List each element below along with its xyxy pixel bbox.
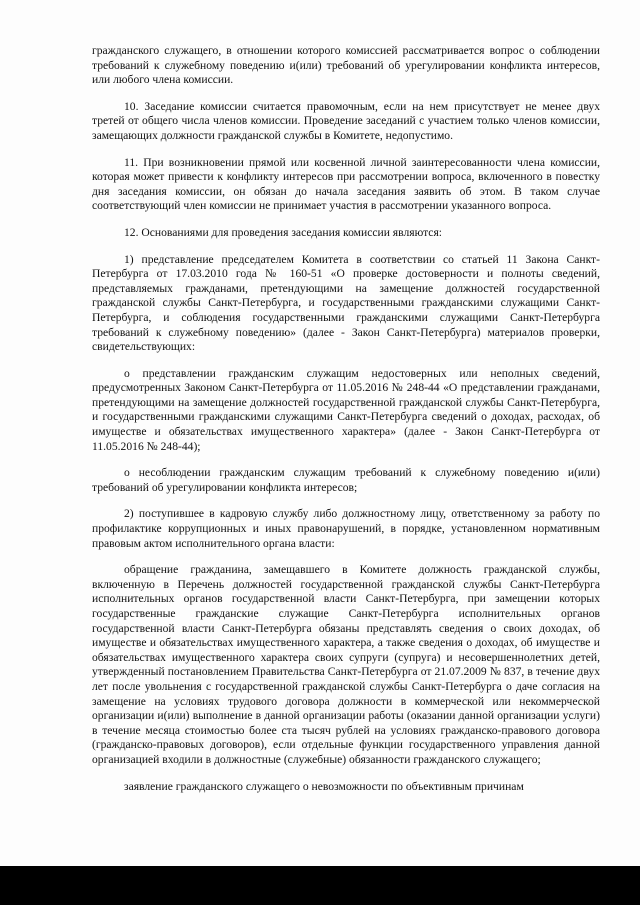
document-body — [92, 44, 600, 794]
paragraph-continuation: гражданского служащего, в отношении которого комиссией рассматривается вопрос о соблюдении требований к служебному поведению и(или) требований об урегулировании конфликта интересов, или любого члена комиссии. — [92, 44, 600, 87]
scan-bottom-border — [0, 866, 640, 905]
paragraph-12-2: 2) поступившее в кадровую службу либо должностному лицу, ответственному за работу по профилактике коррупционных и иных правонарушений, в порядке, установленном нормативным правовым актом исполнительного органа власти: — [92, 507, 600, 550]
paragraph-12-1: 1) представление председателем Комитета в соответствии со статьей 11 Закона Санкт-Петербурга от 17.03.2010 года № 160-51 «О проверке достоверности и полноты сведений, представляемых гражданами, претендующими на замещение должностей государственной гражданской службы Санкт-Петербурга, и государственными гражданскими служащими Санкт-Петербурга, и соблюдения государственными гражданскими служащими Санкт-Петербурга требований к служебному поведению» (далее - Закон Санкт-Петербурга) материалов проверки, свидетельствующих: — [92, 252, 600, 354]
paragraph-12-2-a: обращение гражданина, замещавшего в Комитете должность гражданской службы, включенную в Перечень должностей государственной гражданской службы Санкт-Петербурга исполнительных органов государственной власти Санкт-Петербурга, при замещении которых государственные гражданские служащие Санкт-Петербурга исполнительных органов государственной власти Санкт-Петербурга обязаны представлять сведения о своих доходах, об имуществе и обязательствах имущественного характера, а также сведения о доходах, об имуществе и обязательствах имущественного характера своих супруги (супруга) и несовершеннолетних детей, утвержденный постановлением Правительства Санкт-Петербурга от 21.07.2009 № 837, в течение двух лет после увольнения с государственной гражданской службы Санкт-Петербурга о даче согласия на замещение на условиях трудового договора должности в коммерческой или некоммерческой организации и(или) выполнение в данной организации работы (оказании данной организации услуги) в течение месяца стоимостью более ста тысяч рублей на условиях гражданско-правового договора (гражданско-правовых договоров), если отдельные функции государственного управления данной организацией входили в должностные (служебные) обязанности гражданского служащего; — [92, 563, 600, 766]
paragraph-10: 10. Заседание комиссии считается правомочным, если на нем присутствует не менее двух третей от общего числа членов комиссии. Проведение заседаний с участием только членов комиссии, замещающих должности гражданской службы в Комитете, недопустимо. — [92, 99, 600, 142]
paragraph-12-1-a: о представлении гражданским служащим недостоверных или неполных сведений, предусмотренных Законом Санкт-Петербурга от 11.05.2016 № 248-44 «О представлении гражданами, претендующими на замещение должностей государственной гражданской службы Санкт-Петербурга, и государственными гражданскими служащими Санкт-Петербурга сведений о доходах, расходах, об имуществе и обязательствах имущественного характера» (далее - Закон Санкт-Петербурга от 11.05.2016 № 248-44); — [92, 366, 600, 453]
paragraph-12-2-b: заявление гражданского служащего о невозможности по объективным причинам — [124, 779, 524, 793]
paragraph-12: 12. Основаниями для проведения заседания комиссии являются: — [124, 225, 442, 239]
paragraph-11: 11. При возникновении прямой или косвенной личной заинтересованности члена комиссии, которая может привести к конфликту интересов при рассмотрении вопроса, включенного в повестку дня заседания комиссии, он обязан до начала заседания заявить об этом. В таком случае соответствующий член комиссии не принимает участия в рассмотрении указанного вопроса. — [92, 155, 600, 213]
paragraph-12-1-b: о несоблюдении гражданским служащим требований к служебному поведению и(или) требований об урегулировании конфликта интересов; — [92, 466, 600, 494]
